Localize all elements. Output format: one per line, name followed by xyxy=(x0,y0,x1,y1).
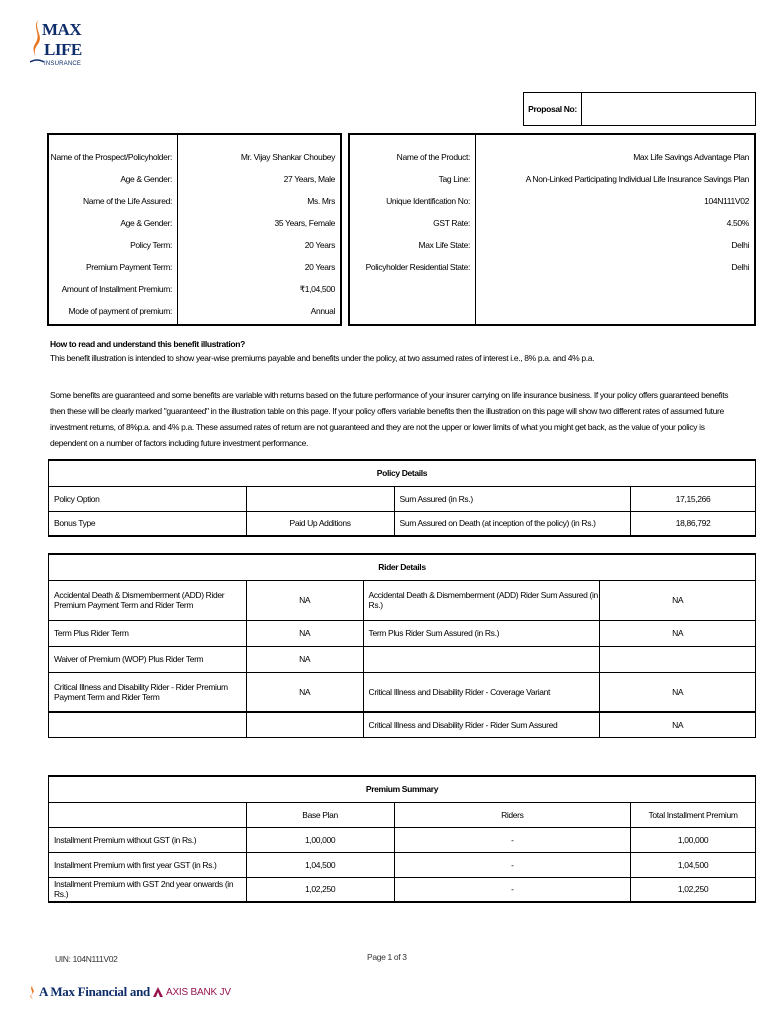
product-value: Delhi xyxy=(731,240,749,250)
product-labels xyxy=(350,135,476,324)
footer-brand xyxy=(28,984,231,1000)
product-label: GST Rate: xyxy=(433,218,470,228)
intro-heading: How to read and understand this benefit illustration? xyxy=(50,339,245,349)
product-details-box xyxy=(348,133,756,326)
footer-brand-text: A Max Financial and xyxy=(39,984,150,999)
proposal-label: Proposal No: xyxy=(524,93,582,125)
bonus-type-label: Bonus Type xyxy=(49,511,247,536)
product-values xyxy=(477,135,754,324)
product-value: Max Life Savings Advantage Plan xyxy=(633,152,749,162)
product-label: Policyholder Residential State: xyxy=(365,262,470,272)
proposal-number-box xyxy=(523,92,756,126)
prospect-label: Age & Gender: xyxy=(120,218,172,228)
rider-label: Accidental Death & Dismemberment (ADD) Rider Premium Payment Term and Rider Term xyxy=(49,580,247,620)
summary-base: 1,00,000 xyxy=(246,827,394,852)
prospect-label: Premium Payment Term: xyxy=(85,262,172,272)
product-label: Name of the Product: xyxy=(396,152,470,162)
summary-total: 1,00,000 xyxy=(631,827,756,852)
prospect-label: Mode of payment of premium: xyxy=(68,306,172,316)
summary-total: 1,02,250 xyxy=(631,877,756,902)
premium-summary-title: Premium Summary xyxy=(49,776,756,802)
prospect-value: Annual xyxy=(310,306,335,316)
summary-base: 1,04,500 xyxy=(246,852,394,877)
summary-header: Total Installment Premium xyxy=(631,802,756,827)
rider-label: Waiver of Premium (WOP) Plus Rider Term xyxy=(49,646,247,672)
prospect-value: 35 Years, Female xyxy=(274,218,335,228)
flame-icon xyxy=(28,985,36,999)
logo-insurance: INSURANCE xyxy=(44,61,82,67)
proposal-value xyxy=(582,93,755,125)
rider-value: NA xyxy=(600,672,756,712)
rider-label: Critical Illness and Disability Rider - Coverage Variant xyxy=(363,672,600,712)
policy-details-table xyxy=(48,459,756,537)
prospect-values xyxy=(179,135,340,324)
summary-base: 1,02,250 xyxy=(246,877,394,902)
prospect-value: Mr. Vijay Shankar Choubey xyxy=(240,152,335,162)
rider-label: Term Plus Rider Term xyxy=(49,620,247,646)
intro-paragraph: Some benefits are guaranteed and some benefits are variable with returns based on the future performance of your insurer carrying on life insurance business. If your policy offers guaranteed benefits then these will be clearly marked "guaranteed" in the illustration table on this page. If your policy offers variable benefits then the illustration on this page will show two different rates of assumed future investment returns, of 8%p.a. and 4% p.a. These assumed rates of return are not guaranteed and they are not the upper or lower limits of what you might get back, as the value of your policy is dependent on a number of factors including future investment performance. xyxy=(50,390,729,448)
sum-assured-label: Sum Assured (in Rs.) xyxy=(394,486,631,511)
footer-uin: UIN: 104N111V02 xyxy=(55,954,118,964)
prospect-label: Name of the Life Assured: xyxy=(82,196,172,206)
summary-row-label: Installment Premium with GST 2nd year onwards (in Rs.) xyxy=(49,877,247,902)
sum-assured-value: 17,15,266 xyxy=(631,486,756,511)
sum-assured-death-label: Sum Assured on Death (at inception of the policy) (in Rs.) xyxy=(394,511,631,536)
product-value: Delhi xyxy=(731,262,749,272)
summary-header xyxy=(49,802,247,827)
sum-assured-death-value: 18,86,792 xyxy=(631,511,756,536)
policy-option-label: Policy Option xyxy=(49,486,247,511)
summary-header: Riders xyxy=(394,802,631,827)
premium-summary-table xyxy=(48,775,756,903)
rider-value: NA xyxy=(600,620,756,646)
prospect-value: 20 Years xyxy=(304,240,335,250)
intro-line1: This benefit illustration is intended to show year-wise premiums payable and benefits under the policy, at two assumed rates of interest i.e., 8% p.a. and 4% p.a. xyxy=(50,353,595,363)
prospect-value: Ms. Mrs xyxy=(307,196,335,206)
summary-riders: - xyxy=(394,852,631,877)
rider-value: NA xyxy=(246,580,363,620)
policy-details-title: Policy Details xyxy=(49,460,756,486)
logo-life: LIFE xyxy=(44,40,82,59)
product-value: A Non-Linked Participating Individual Life Insurance Savings Plan xyxy=(525,174,749,184)
rider-label xyxy=(363,646,600,672)
rider-label: Term Plus Rider Sum Assured (in Rs.) xyxy=(363,620,600,646)
max-life-logo xyxy=(28,18,88,76)
product-value: 4.50% xyxy=(726,218,749,228)
footer-partner: AXIS BANK JV xyxy=(165,986,231,998)
summary-riders: - xyxy=(394,827,631,852)
rider-label: Accidental Death & Dismemberment (ADD) Rider Sum Assured (in Rs.) xyxy=(363,580,600,620)
summary-riders: - xyxy=(394,877,631,902)
rider-label: Critical Illness and Disability Rider - Rider Sum Assured xyxy=(363,712,600,737)
prospect-labels xyxy=(49,135,178,324)
summary-header: Base Plan xyxy=(246,802,394,827)
rider-value: NA xyxy=(600,712,756,737)
summary-row-label: Installment Premium without GST (in Rs.) xyxy=(49,827,247,852)
rider-label xyxy=(49,712,247,737)
rider-value xyxy=(246,712,363,737)
rider-label: Critical Illness and Disability Rider - Rider Premium Payment Term and Rider Term xyxy=(49,672,247,712)
product-label: Unique Identification No: xyxy=(386,196,470,206)
rider-value: NA xyxy=(246,646,363,672)
bonus-type-value: Paid Up Additions xyxy=(246,511,394,536)
prospect-label: Policy Term: xyxy=(130,240,172,250)
rider-details-title: Rider Details xyxy=(49,554,756,580)
axis-logo-icon xyxy=(153,987,163,997)
footer-page-number: Page 1 of 3 xyxy=(367,952,407,962)
product-value: 104N111V02 xyxy=(704,196,749,206)
prospect-details-box xyxy=(47,133,342,326)
summary-total: 1,04,500 xyxy=(631,852,756,877)
rider-details-table xyxy=(48,553,756,738)
rider-value xyxy=(600,646,756,672)
prospect-value: ₹1,04,500 xyxy=(299,283,335,294)
product-label: Max Life State: xyxy=(418,240,470,250)
prospect-label: Age & Gender: xyxy=(120,174,172,184)
rider-value: NA xyxy=(600,580,756,620)
rider-value: NA xyxy=(246,620,363,646)
prospect-value: 20 Years xyxy=(304,262,335,272)
prospect-label: Name of the Prospect/Policyholder: xyxy=(50,152,172,162)
product-label: Tag Line: xyxy=(438,174,470,184)
prospect-value: 27 Years, Male xyxy=(283,174,335,184)
intro-section xyxy=(50,336,730,366)
prospect-label: Amount of Installment Premium: xyxy=(61,284,172,294)
rider-value: NA xyxy=(246,672,363,712)
summary-row-label: Installment Premium with first year GST (in Rs.) xyxy=(49,852,247,877)
logo-max: MAX xyxy=(42,20,82,39)
policy-option-value xyxy=(246,486,394,511)
